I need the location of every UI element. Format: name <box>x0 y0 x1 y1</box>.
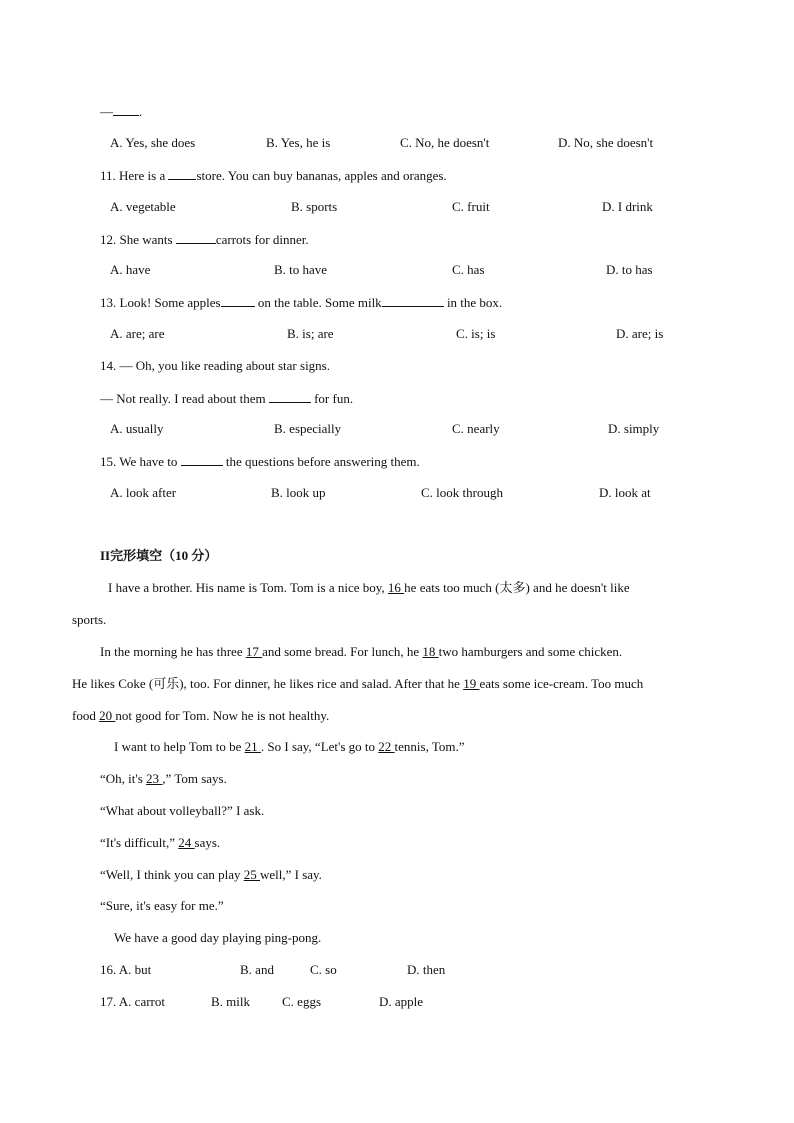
passage-p5: “What about volleyball?” I ask. <box>100 803 265 818</box>
q11-blank <box>168 167 196 180</box>
q16-option-c: C. so <box>310 962 337 977</box>
q15-option-a: A. look after <box>110 485 177 500</box>
q10-option-d: D. No, she doesn't <box>558 135 654 150</box>
q17-option-a: 17. A. carrot <box>100 994 165 1009</box>
q10-stem <box>100 103 142 120</box>
passage-text: He likes Coke (可乐), too. For dinner, he likes rice and salad. After that he <box>72 676 464 691</box>
passage-text: tennis, Tom.” <box>394 739 465 754</box>
q13-option-a: A. are; are <box>110 326 165 341</box>
section-heading-cloze: II完形填空（10 分） <box>100 548 218 563</box>
q11-option-c: C. fruit <box>452 199 490 214</box>
q14-blank <box>269 390 311 403</box>
passage-p1-cont: sports. <box>72 612 107 627</box>
q15-stem-part: 15. We have to <box>100 454 181 469</box>
passage-text: well,” I say. <box>259 867 322 882</box>
q12-stem <box>100 231 309 248</box>
q13-stem-part: on the table. Some milk <box>254 295 382 310</box>
passage-p2-line3 <box>72 708 329 724</box>
blank-22: 22 <box>378 739 395 754</box>
q11-stem-part: store. You can buy bananas, apples and oranges. <box>196 168 447 183</box>
blank-23: 23 <box>146 771 163 786</box>
q13-option-c: C. is; is <box>456 326 496 341</box>
q12-option-c: C. has <box>452 262 485 277</box>
q14-option-c: C. nearly <box>452 421 500 436</box>
q10-option-c: C. No, he doesn't <box>400 135 490 150</box>
passage-text: says. <box>194 835 221 850</box>
passage-text: I have a brother. His name is Tom. Tom is a nice boy, <box>108 580 388 595</box>
q12-blank <box>176 231 216 244</box>
q17-option-b: B. milk <box>211 994 251 1009</box>
q17-option-d: D. apple <box>379 994 424 1009</box>
passage-text: eats some ice-cream. Too much <box>479 676 644 691</box>
passage-text: and some bread. For lunch, he <box>262 644 423 659</box>
q14-line2-part: for fun. <box>310 391 354 406</box>
q13-stem <box>100 294 502 311</box>
passage-text: ,” Tom says. <box>162 771 227 786</box>
blank-25: 25 <box>243 867 260 882</box>
q11-option-b: B. sports <box>291 199 338 214</box>
q15-stem <box>100 453 420 470</box>
q16-option-b: B. and <box>240 962 274 977</box>
passage-p6 <box>100 835 220 851</box>
blank-24: 24 <box>178 835 195 850</box>
passage-p3 <box>114 739 465 755</box>
passage-text: In the morning he has three <box>100 644 246 659</box>
passage-text: he eats too much (太多) and he doesn't like <box>404 580 630 595</box>
q10-dash: — <box>100 104 113 119</box>
q11-option-a: A. vegetable <box>110 199 176 214</box>
q14-line2-part: — Not really. I read about them <box>100 391 269 406</box>
blank-20: 20 <box>99 708 116 723</box>
passage-p7 <box>100 867 322 883</box>
q15-option-b: B. look up <box>271 485 326 500</box>
q12-option-a: A. have <box>110 262 151 277</box>
q13-stem-part: in the box. <box>443 295 503 310</box>
q12-stem-part: carrots for dinner. <box>215 232 309 247</box>
q14-line2 <box>100 390 353 407</box>
q12-option-d: D. to has <box>606 262 653 277</box>
passage-p2 <box>100 644 622 660</box>
passage-p9: We have a good day playing ping-pong. <box>114 930 322 945</box>
q10-blank <box>113 103 139 116</box>
passage-text: food <box>72 708 100 723</box>
passage-text: two hamburgers and some chicken. <box>438 644 623 659</box>
passage-text: “Oh, it's <box>100 771 147 786</box>
q13-stem-part: 13. Look! Some apples <box>100 295 221 310</box>
q12-stem-part: 12. She wants <box>100 232 176 247</box>
passage-text: “It's difficult,” <box>100 835 179 850</box>
passage-p8: “Sure, it's easy for me.” <box>100 898 224 913</box>
blank-18: 18 <box>422 644 439 659</box>
q12-option-b: B. to have <box>274 262 328 277</box>
blank-21: 21 <box>244 739 261 754</box>
q10-option-b: B. Yes, he is <box>266 135 331 150</box>
blank-19: 19 <box>463 676 480 691</box>
q15-stem-part: the questions before answering them. <box>222 454 420 469</box>
q17-option-c: C. eggs <box>282 994 321 1009</box>
q14-line1: 14. — Oh, you like reading about star signs. <box>100 358 330 373</box>
q13-blank-2 <box>382 294 444 307</box>
q16-option-d: D. then <box>407 962 446 977</box>
q10-option-a: A. Yes, she does <box>110 135 196 150</box>
passage-p1 <box>108 580 720 596</box>
q11-option-d: D. I drink <box>602 199 653 214</box>
q11-stem-part: 11. Here is a <box>100 168 169 183</box>
blank-17: 17 <box>245 644 263 659</box>
q15-blank <box>181 453 223 466</box>
q14-option-a: A. usually <box>110 421 164 436</box>
q15-option-d: D. look at <box>599 485 651 500</box>
passage-text: not good for Tom. Now he is not healthy. <box>115 708 330 723</box>
q13-option-d: D. are; is <box>616 326 664 341</box>
passage-text: . So I say, “Let's go to <box>260 739 379 754</box>
blank-16: 16 <box>387 580 405 595</box>
q13-option-b: B. is; are <box>287 326 334 341</box>
q10-period: . <box>139 104 143 119</box>
passage-text: I want to help Tom to be <box>114 739 245 754</box>
q14-option-d: D. simply <box>608 421 660 436</box>
q11-stem <box>100 167 447 184</box>
passage-text: “Well, I think you can play <box>100 867 244 882</box>
passage-p4 <box>100 771 227 787</box>
q13-blank-1 <box>221 294 255 307</box>
passage-p2-line2 <box>72 676 643 692</box>
q16-option-a: 16. A. but <box>100 962 152 977</box>
q14-option-b: B. especially <box>274 421 342 436</box>
q15-option-c: C. look through <box>421 485 503 500</box>
